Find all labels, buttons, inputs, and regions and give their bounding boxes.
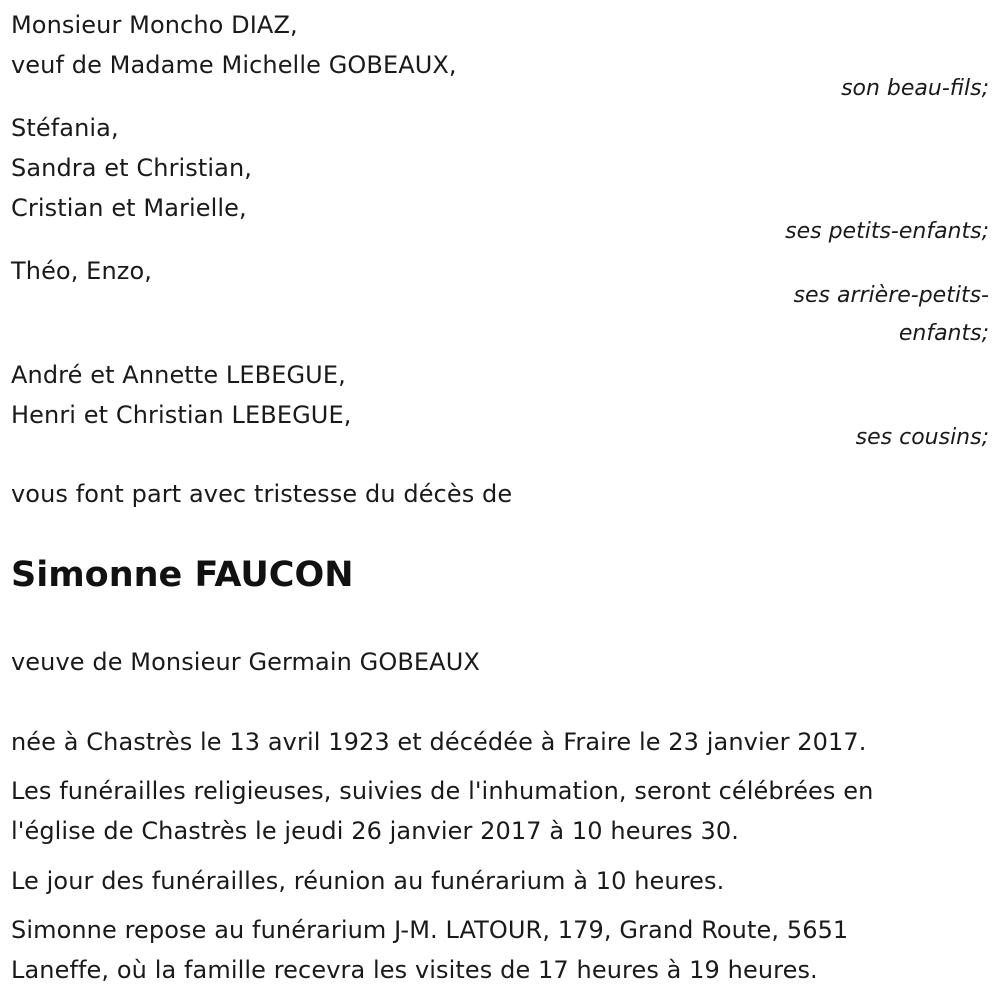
funeral-text: l'église de Chastrès le jeudi 26 janvier 2017 à 10 heures 30. <box>11 817 739 845</box>
relation-label: ses arrière-petits- <box>793 283 989 308</box>
family-line: Théo, Enzo, <box>11 257 152 285</box>
family-line: André et Annette LEBEGUE, <box>11 361 346 389</box>
family-line: Sandra et Christian, <box>11 154 253 182</box>
widow-of-text: veuve de Monsieur Germain GOBEAUX <box>11 648 480 676</box>
relation-label: ses petits-enfants; <box>785 219 989 244</box>
deceased-name: Simonne FAUCON <box>11 555 354 595</box>
relation-label: enfants; <box>898 321 989 346</box>
rest-text: Simonne repose au funérarium J-M. LATOUR, 179, Grand Route, 5651 <box>11 916 849 944</box>
family-line: Stéfania, <box>11 114 119 142</box>
birth-death-text: née à Chastrès le 13 avril 1923 et décédée à Fraire le 23 janvier 2017. <box>11 728 867 756</box>
announcement-text: vous font part avec tristesse du décès de <box>11 480 513 508</box>
family-line: Henri et Christian LEBEGUE, <box>11 401 352 429</box>
meeting-text: Le jour des funérailles, réunion au funérarium à 10 heures. <box>11 867 725 895</box>
family-line: veuf de Madame Michelle GOBEAUX, <box>11 51 457 79</box>
relation-label: son beau-fils; <box>841 76 989 101</box>
family-line: Cristian et Marielle, <box>11 194 247 222</box>
relation-label: ses cousins; <box>855 425 989 450</box>
family-line: Monsieur Moncho DIAZ, <box>11 11 298 39</box>
rest-text: Laneffe, où la famille recevra les visites de 17 heures à 19 heures. <box>11 956 818 984</box>
funeral-text: Les funérailles religieuses, suivies de l'inhumation, seront célébrées en <box>11 777 874 805</box>
